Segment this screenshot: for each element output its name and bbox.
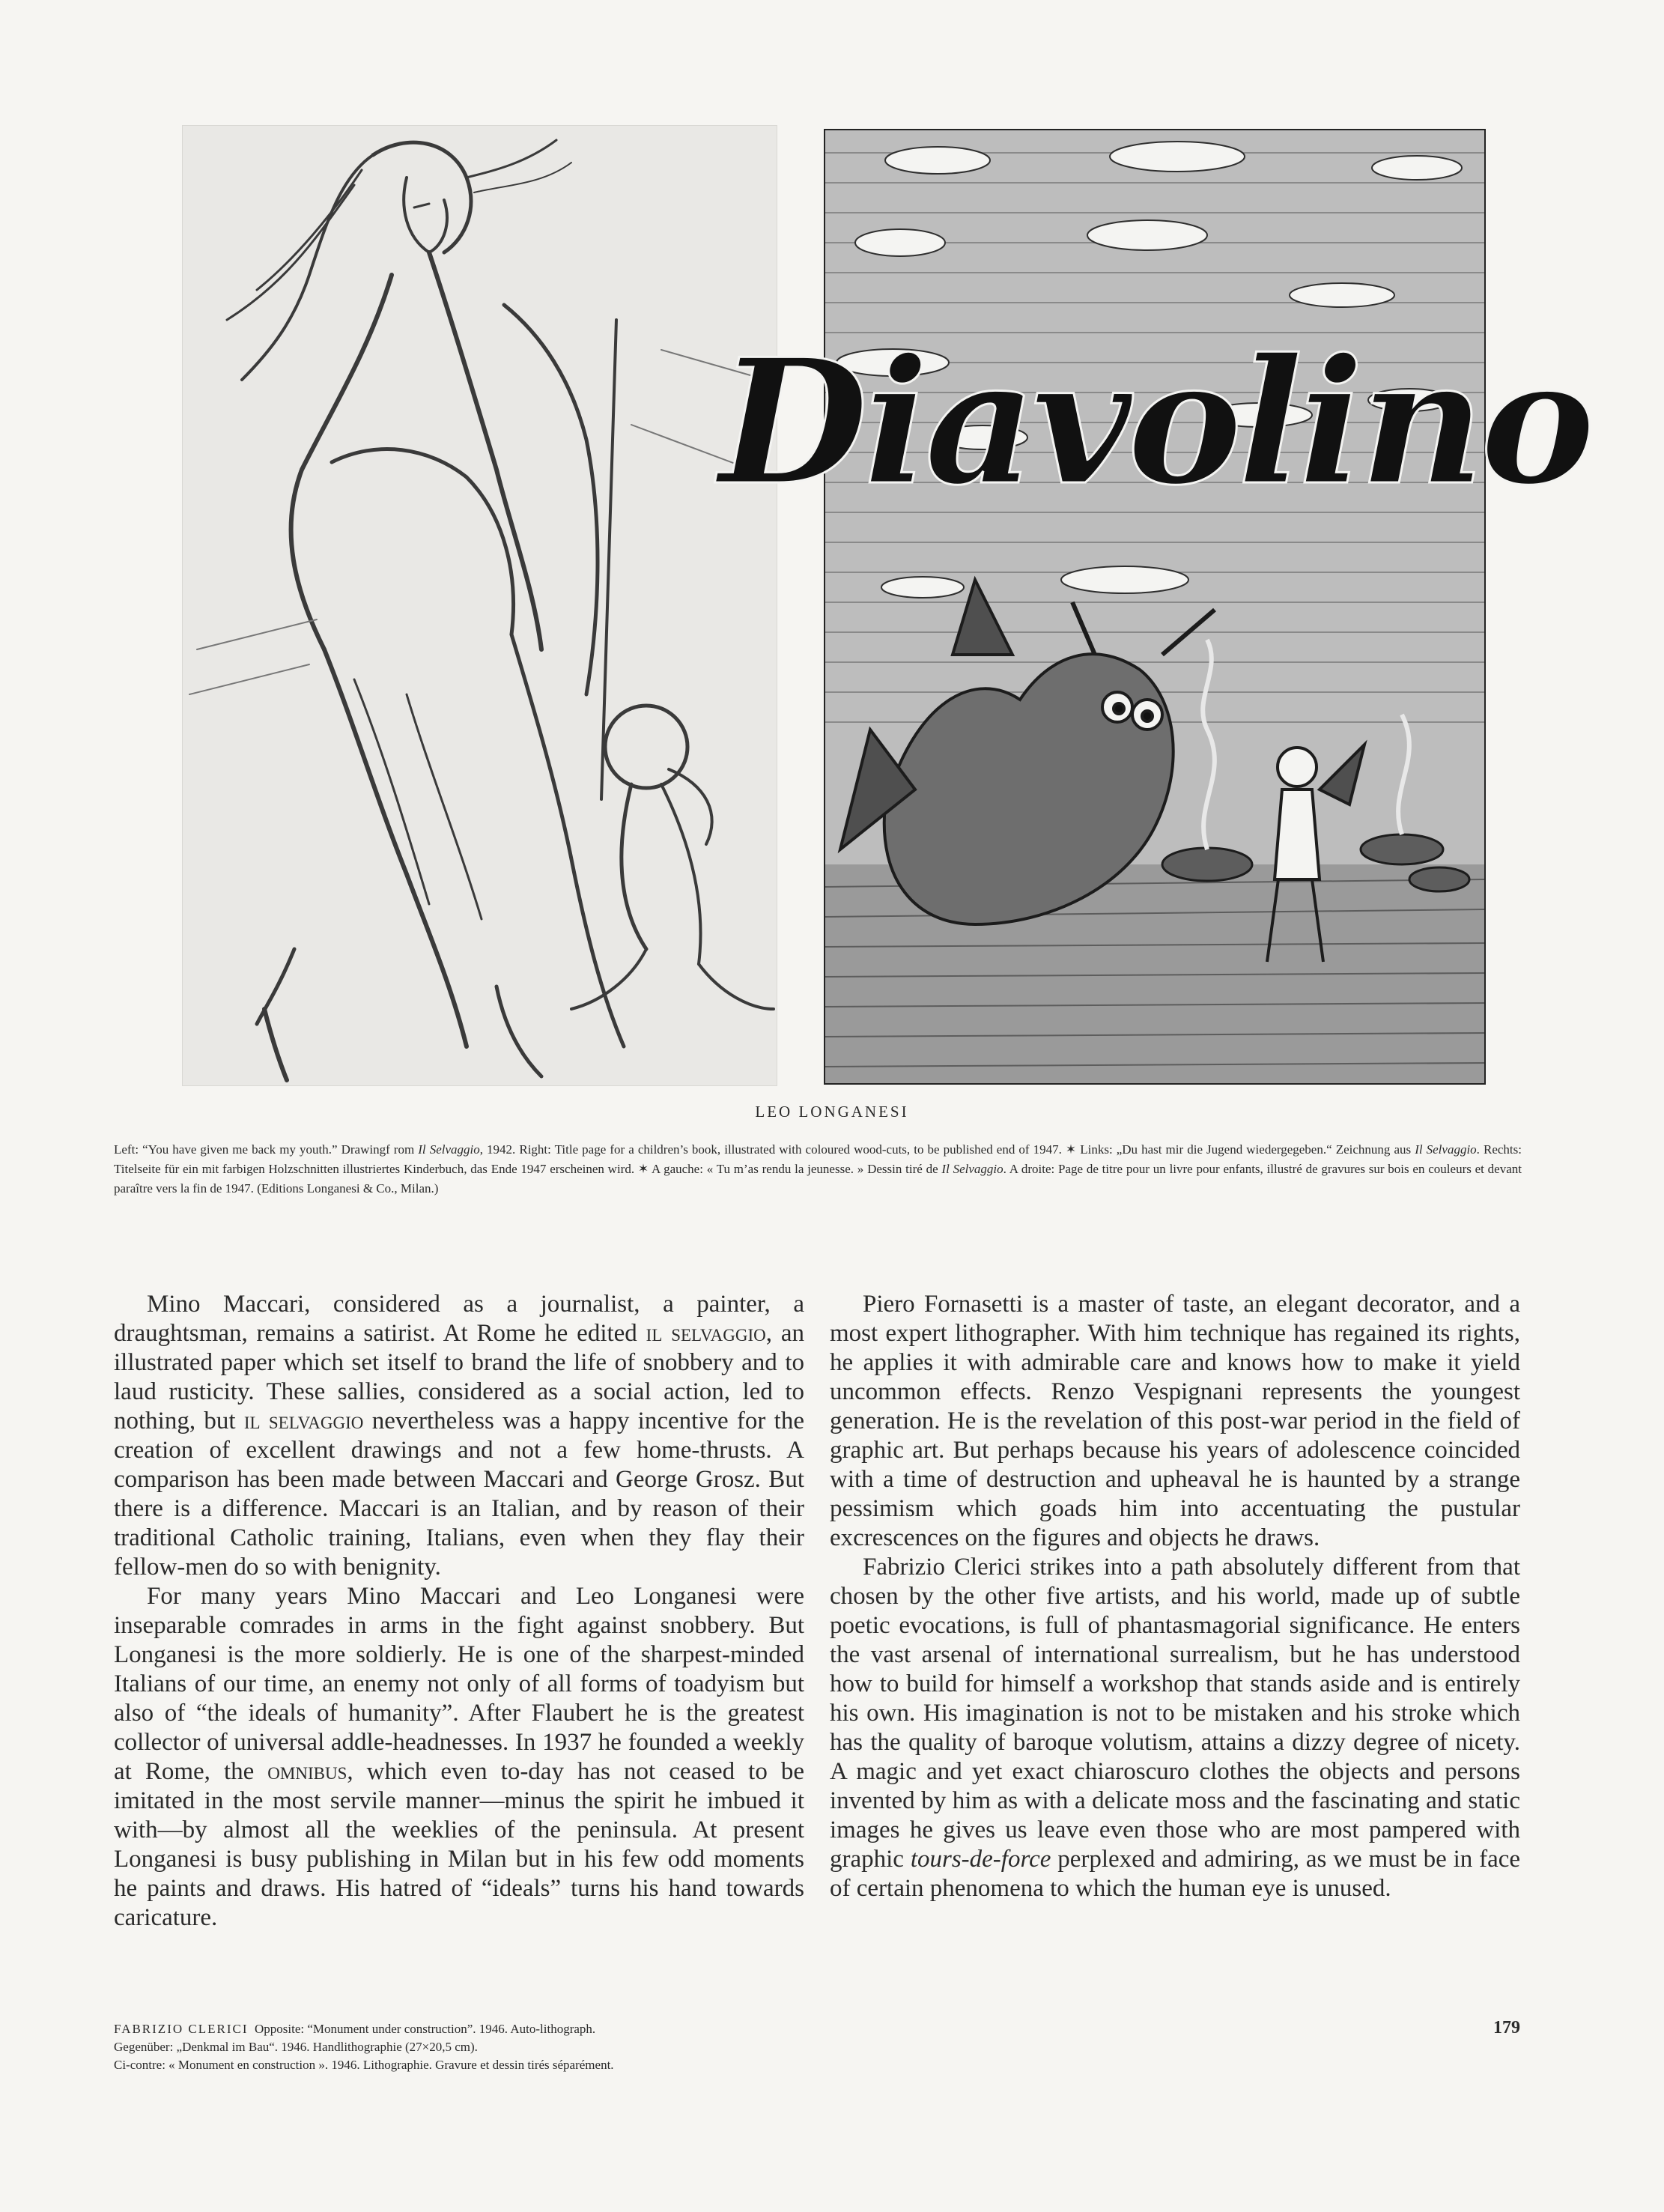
drawing-you-have-given-me-back-my-youth (182, 125, 777, 1086)
woodcut-illustration (718, 130, 1591, 1083)
footer-caption (114, 2020, 938, 2074)
paragraph-fornasetti: Piero Fornasetti is a master of taste, an elegant decorator, and a most expert lithographer. With him technique has regained its rights, he applies it with admirable care and knows how to make it yield uncommon effects. Renzo Vespignani represents the youngest generation. He is the revelation of this post-war period in the field of graphic art. But perhaps because his years of adolescence coincided with a time of destruction and upheaval he is haunted by a strange pessimism which goads him into accentuating the pustular excrescences on the figures and objects he draws. (830, 1291, 1520, 1551)
paragraph-maccari: Mino Maccari, considered as a journalist, a painter, a draughtsman, remains a satirist. At Rome he edited il selvaggio, an illustrated paper which set itself to brand the life of snobbery and to laud rusticity. These sallies, considered as a social action, led to nothing, but il selvaggio nevertheless was a happy incentive for the creation of excellent drawings and not a few home-thrusts. A comparison has been made between Maccari and George Grosz. But there is a difference. Maccari is an Italian, and by reason of their traditional Catholic training, Italians, even when they flay their fellow-men do so with benignity. (114, 1291, 804, 1581)
footer-line-3: Ci-contre: « Monument en construction ». 1946. Lithographie. Gravure et dessin tirés séparément. (114, 2058, 614, 2072)
diavolino-title-word: Diavolino (718, 321, 1591, 524)
body-column-right (830, 1290, 1520, 1903)
paragraph-clerici: Fabrizio Clerici strikes into a path absolutely different from that chosen by the other five artists, and his world, made up of subtle poetic evocations, is full of phantasmagorial significance. He enters the vast arsenal of international surrealism, but he has understood how to build for himself a workshop that stands aside and is entirely his own. His imagination is not to be mistaken and his stroke which has the quality of baroque volutism, attains a dizzy degree of nicety. A magic and yet exact chiaroscuro clothes the objects and persons invented by him as with a delicate moss and the fascinating and static images he gives us leave even those who are most pampered with graphic tours-de-force perplexed and admiring, as we must be in face of certain phenomena to which the human eye is unused. (830, 1554, 1521, 1902)
paragraph-longanesi: For many years Mino Maccari and Leo Longanesi were inseparable comrades in arms in the fight against snobbery. But Longanesi is the more soldierly. He is one of the sharpest-minded Italians of our time, an enemy not only of all forms of toadyism but also of “the ideals of humanity”. After Flaubert he is the greatest collector of universal addle-headnesses. In 1937 he founded a weekly at Rome, the omnibus, which even to-day has not ceased to be imitated in the most servile manner—minus the spirit he imbued it with—by almost all the weeklies of the peninsula. At present Longanesi is busy publishing in Milan but in his few odd moments he paints and draws. His hatred of “ideals” turns his hand towards caricature. (114, 1583, 804, 1931)
charcoal-figures-image (182, 125, 777, 1086)
page-number: 179 (1493, 2018, 1520, 2037)
diavolino-title-page (718, 129, 1591, 1085)
footer-line-2: Gegenüber: „Denkmal im Bau“. 1946. Handlithographie (27×20,5 cm). (114, 2040, 478, 2054)
section-title: LEO LONGANESI (755, 1103, 909, 1121)
footer-line-1: FABRIZIO CLERICI Opposite: “Monument under construction”. 1946. Auto-lithograph. (114, 2022, 596, 2036)
body-column-left (114, 1290, 804, 1933)
figure-caption: Left: “You have given me back my youth.” Drawingf rom Il Selvaggio, 1942. Right: Title page for a children’s book, illustrated with coloured wood-cuts, to be published end of 1947. ✶ Links: „Du hast mir die Jugend wiedergegeben.“ Zeichnung aus Il Selvaggio. Rechts: Titelseite für ein mit farbigen Holzschnitten illustriertes Kinderbuch, das Ende 1947 erscheinen wird. ✶ A gauche: « Tu m’as rendu la jeunesse. » Dessin tiré de Il Selvaggio. A droite: Page de titre pour un livre pour enfants, illustré de gravures sur bois en couleurs et devant paraître vers la fin de 1947. (Editions Longanesi & Co., Milan.) (114, 1142, 1522, 1196)
